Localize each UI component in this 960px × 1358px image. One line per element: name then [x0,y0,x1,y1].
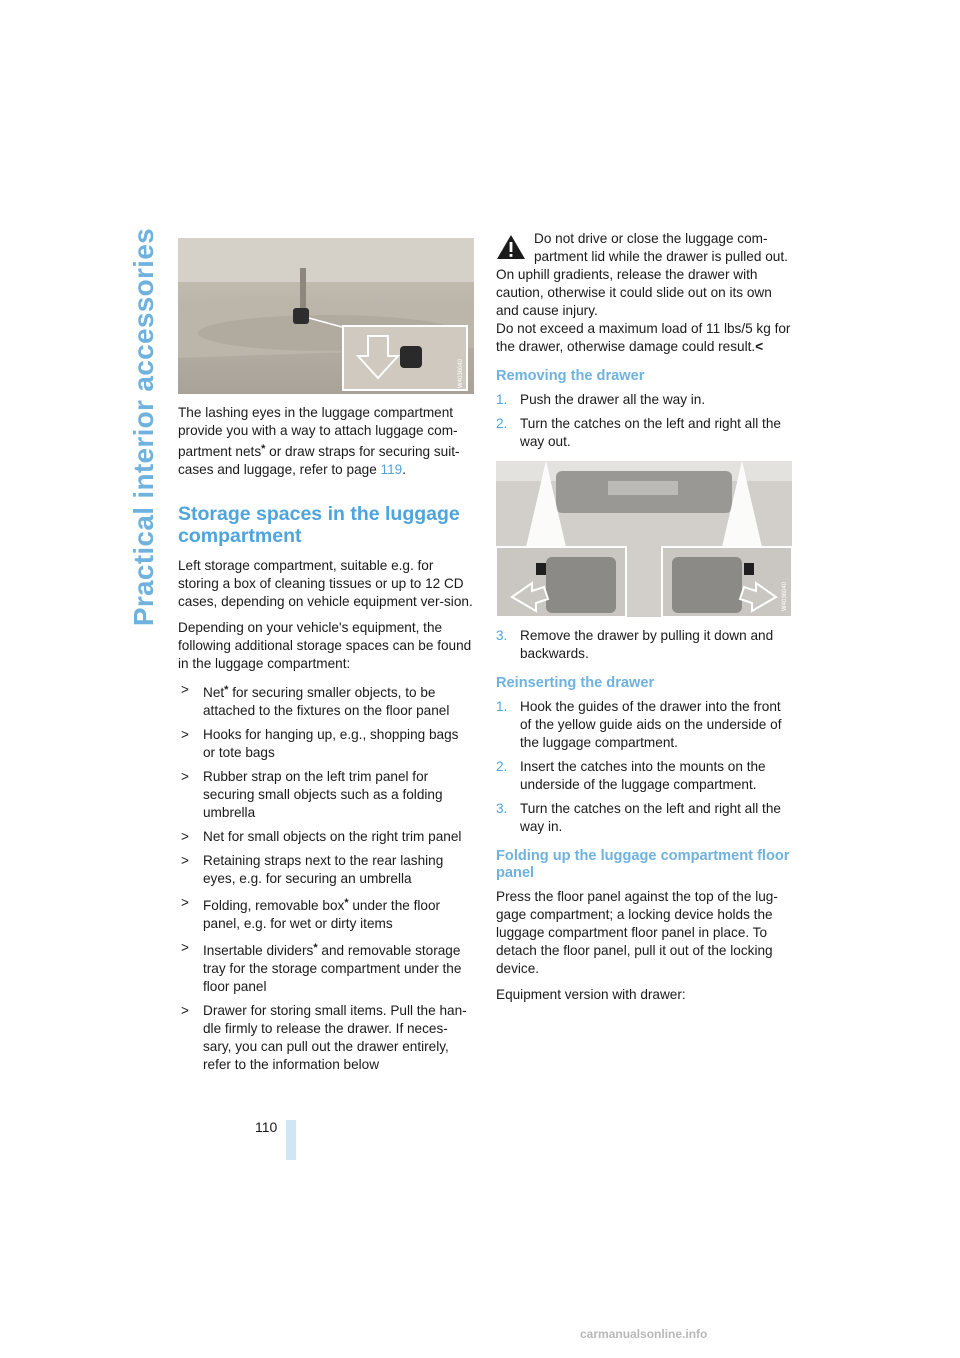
list-item: > Net for small objects on the right trim panel [181,829,462,844]
end-mark: < [755,339,764,354]
warning-text: Do not exceed a maximum load of 11 lbs/5 kg for the drawer, otherwise damage could result.< [496,321,791,354]
left-storage-paragraph: Left storage compartment, suitable e.g. for storing a box of cleaning tissues or up to 12 CD cases, depending on vehicle equipment ver-sion. [178,558,473,609]
right-column [496,230,792,1012]
section-heading-folding: Folding up the luggage compartment floor panel [496,848,790,881]
footer-watermark: carmanualsonline.info [580,1327,708,1341]
section-heading-removing: Removing the drawer [496,368,645,384]
drawer-catches-photo [496,461,792,617]
list-item: > Drawer for storing small items. Pull the han-dle firmly to release the drawer. If neces-sary, you can pull out the drawer entirely, refer to the information below [181,1003,467,1072]
page-reference-link[interactable]: 119 [380,462,403,477]
page-number: 110 [255,1119,278,1135]
list-item: 1. Push the drawer all the way in. [496,392,706,407]
warning-text: On uphill gradients, release the drawer with caution, otherwise it could slide out on its own and cause injury. [496,267,772,318]
figure-code: W4036040 [458,358,464,388]
side-chapter-title: Practical interior accessories [128,228,159,627]
removing-step-3 [496,627,792,663]
folding-paragraph: Press the floor panel against the top of the lug-gage compartment; a locking device holds the luggage compartment floor panel in place. To detach the floor panel, pull it out of the locking device. [496,889,778,976]
section-heading-storage: Storage spaces in the luggage compartment [178,503,460,547]
drawer-catches-figure [496,461,792,617]
lashing-eyes-paragraph: The lashing eyes in the luggage compartment provide you with a way to attach luggage com-partment nets* or draw straps for securing suit-cases and luggage, refer to page 119. [178,405,460,477]
list-item: > Insertable dividers* and removable storage tray for the storage compartment under the floor panel [181,940,462,994]
list-item: 2. Insert the catches into the mounts on the underside of the luggage compartment. [496,759,766,792]
warning-text: Do not drive or close the luggage com-partment lid while the drawer is pulled out. [534,231,788,264]
lashing-eyes-photo [178,238,474,394]
figure-code: W4036040 [782,581,788,611]
equipment-version-paragraph: Equipment version with drawer: [496,987,686,1002]
warning-triangle-icon [496,234,526,260]
lashing-eyes-figure [178,238,474,394]
additional-storage-paragraph: Depending on your vehicle's equipment, the following additional storage spaces can be found in the luggage compartment: [178,620,472,671]
list-item: 1. Hook the guides of the drawer into the front of the yellow guide aids on the underside of the luggage compartment. [496,699,782,750]
storage-bullet-list [178,681,474,1074]
list-item: 3. Remove the drawer by pulling it down and backwards. [496,628,774,661]
list-item: > Retaining straps next to the rear lashing eyes, e.g. for securing an umbrella [181,853,444,886]
list-item: > Rubber strap on the left trim panel for securing small objects such as a folding umbrella [181,769,443,820]
removing-steps [496,391,792,451]
section-heading-reinserting: Reinserting the drawer [496,675,655,691]
list-item: 3. Turn the catches on the left and right all the way in. [496,801,781,834]
list-item: > Net* for securing smaller objects, to be attached to the fixtures on the floor panel [181,682,450,718]
reinserting-steps [496,698,792,836]
left-column [178,238,474,1080]
page-number-bar [286,1120,296,1160]
list-item: 2. Turn the catches on the left and right all the way out. [496,416,781,449]
list-item: > Hooks for hanging up, e.g., shopping bags or tote bags [181,727,459,760]
list-item: > Folding, removable box* under the floor panel, e.g. for wet or dirty items [181,895,441,931]
warning-block [496,230,792,356]
